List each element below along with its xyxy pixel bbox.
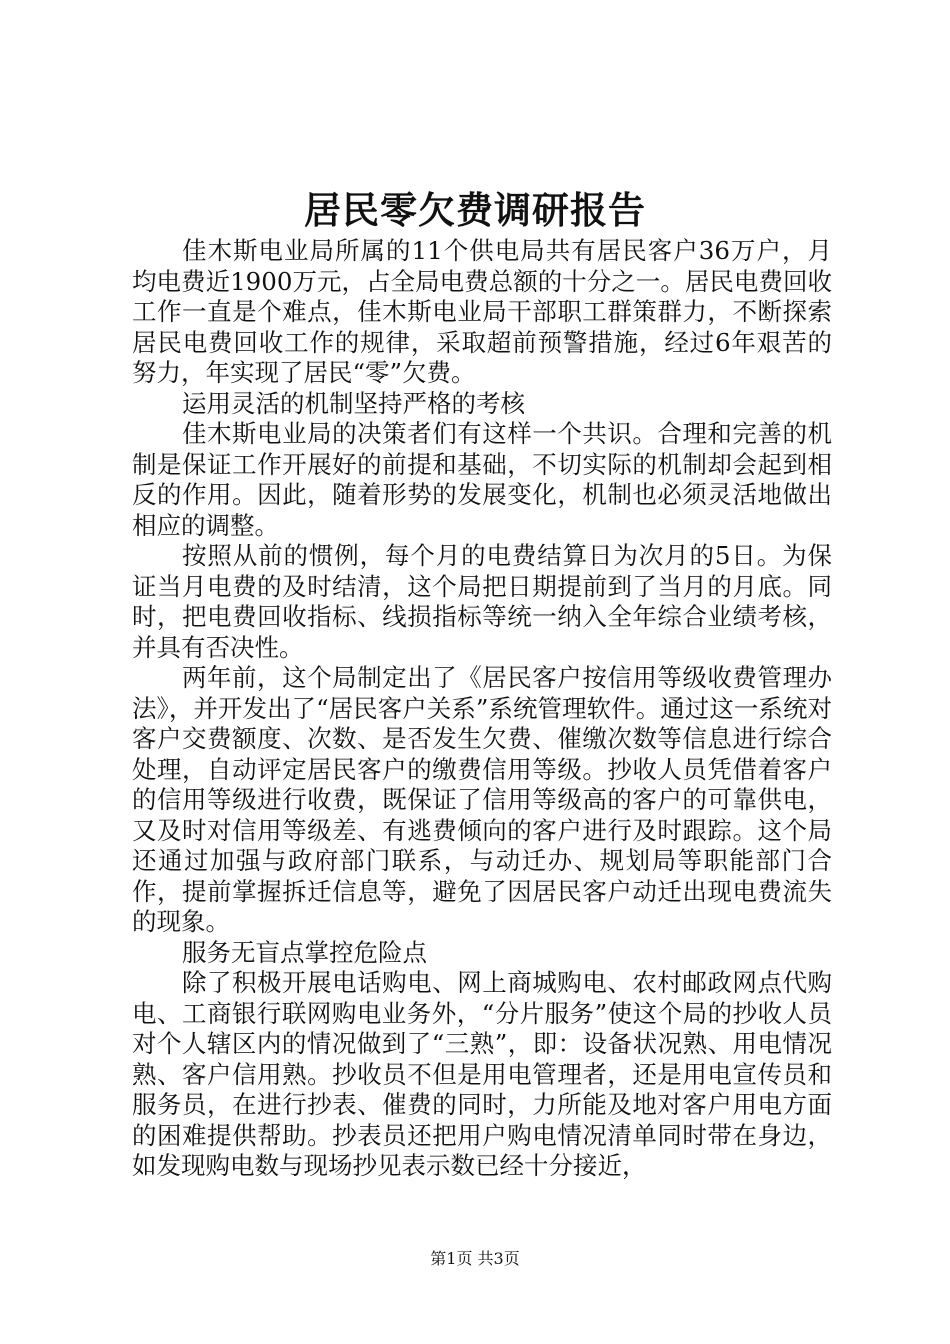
paragraph-credit-rating: 两年前，这个局制定出了《居民客户按信用等级收费管理办法》，并开发出了“居民客户关系”系统管理软件。通过这一系统对客户交费额度、次数、是否发生欠费、催缴次数等信息进行综合处理，自动评定居民客户的缴费信用等级。抄收人员凭借着客户的信用等级进行收费，既保证了信用等级高的客户的可靠供电，又及时对信用等级差、有逃费倾向的客户进行及时跟踪。这个局还通过加强与政府部门联系，与动迁办、规划局等职能部门合作，提前掌握拆迁信息等，避免了因居民客户动迁出现电费流失的现象。 <box>132 663 832 936</box>
document-title: 居民零欠费调研报告 <box>304 188 646 232</box>
paragraph-service: 除了积极开展电话购电、网上商城购电、农村邮政网点代购电、工商银行联网购电业务外，“分片服务”使这个局的抄收人员对个人辖区内的情况做到了“三熟”，即：设备状况熟、用电情况熟、客户信用熟。抄收员不但是用电管理者，还是用电宣传员和服务员，在进行抄表、催费的同时，力所能及地对客户用电方面的困难提供帮助。抄表员还把用户购电情况清单同时带在身边，如发现购电数与现场抄见表示数已经十分接近， <box>132 968 832 1180</box>
page-footer: 第1页 共3页 <box>430 1249 520 1268</box>
paragraph-settlement-date: 按照从前的惯例，每个月的电费结算日为次月的5日。为保证当月电费的及时结清，这个局把日期提前到了当月的月底。同时，把电费回收指标、线损指标等统一纳入全年综合业绩考核，并具有否决性。 <box>132 541 832 662</box>
paragraph-intro: 佳木斯电业局所属的11个供电局共有居民客户36万户，月均电费近1900万元，占全局电费总额的十分之一。居民电费回收工作一直是个难点，佳木斯电业局干部职工群策群力，不断探索居民电费回收工作的规律，采取超前预警措施，经过6年艰苦的努力，年实现了居民“零”欠费。 <box>132 236 832 387</box>
paragraph-consensus: 佳木斯电业局的决策者们有这样一个共识。合理和完善的机制是保证工作开展好的前提和基础，不切实际的机制却会起到相反的作用。因此，随着形势的发展变化，机制也必须灵活地做出相应的调整。 <box>132 419 832 540</box>
section-heading-service: 服务无盲点掌控危险点 <box>182 937 427 967</box>
section-heading-mechanism: 运用灵活的机制坚持严格的考核 <box>182 388 525 418</box>
document-body <box>132 236 832 1182</box>
